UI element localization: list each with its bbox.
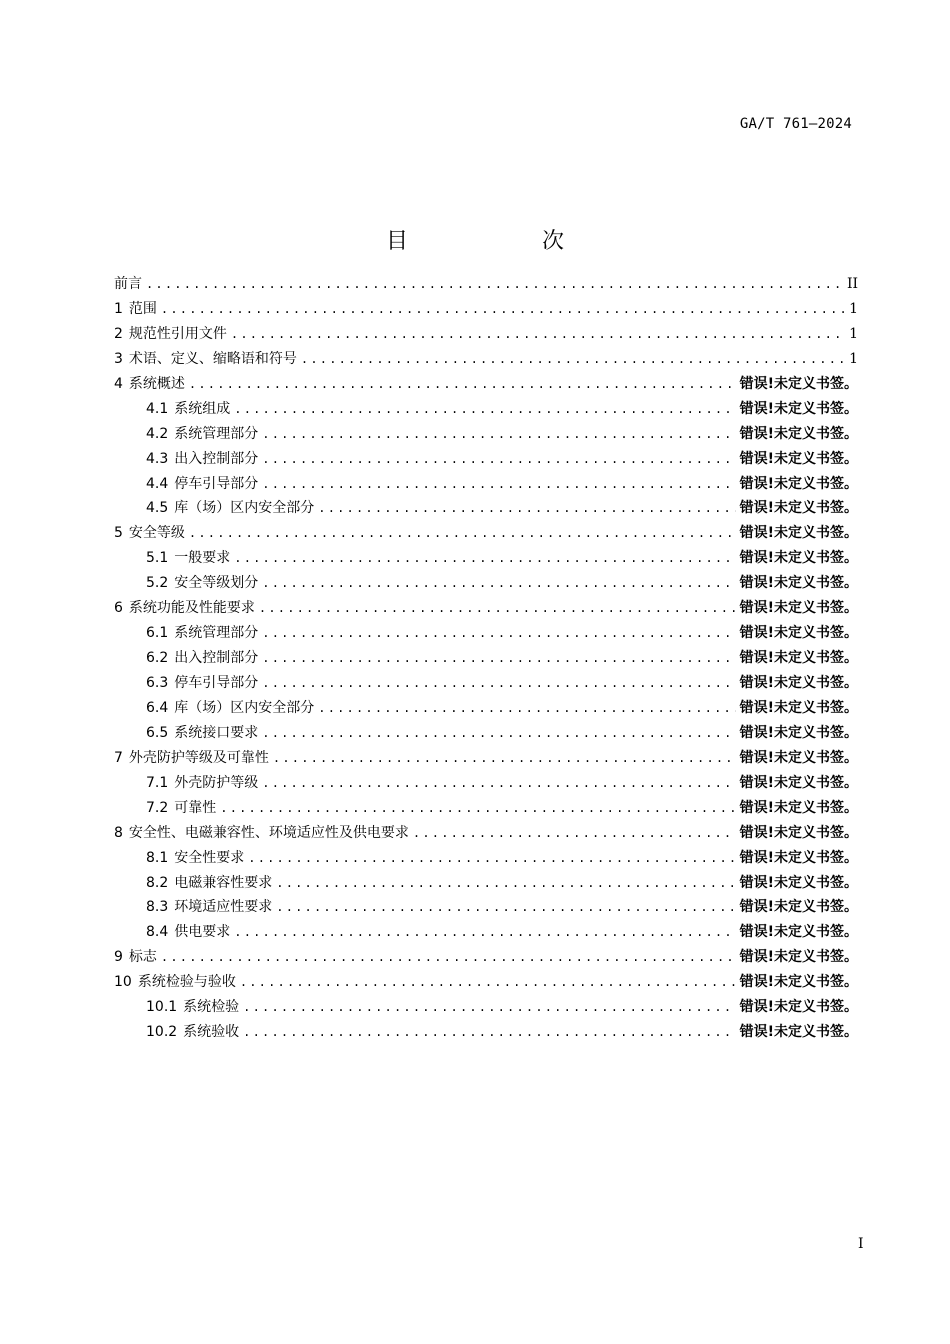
toc-entry-page: 错误!未定义书签。 [739,550,858,567]
toc-entry-number: 5 [114,525,123,542]
toc-entry-page: 错误!未定义书签。 [739,874,858,891]
toc-entry-page: 错误!未定义书签。 [739,724,858,741]
toc-dot-leader [231,322,845,347]
toc-entry-number: 10.2 [146,1024,178,1041]
toc-entry[interactable] [114,447,858,472]
toc-entry-number: 8.1 [146,849,169,866]
toc-entry-number: 6.1 [146,625,169,642]
toc-entry[interactable] [114,546,858,571]
toc-entry[interactable] [114,846,858,871]
toc-dot-leader [262,447,735,472]
toc-entry-label: 范围 [128,300,157,317]
toc-dot-leader [240,970,736,995]
toc-entry-number: 3 [114,350,123,367]
toc-entry-label: 库（场）区内安全部分 [174,699,315,716]
toc-dot-leader [262,422,735,447]
toc-title: 目 次 [385,229,620,254]
toc-entry-page: 错误!未定义书签。 [739,675,858,691]
toc-entry[interactable] [114,696,858,721]
toc-entry[interactable] [114,646,858,671]
toc-entry-label: 外壳防护等级 [174,774,259,791]
toc-entry[interactable] [114,521,858,546]
toc-dot-leader [262,571,735,596]
toc-entry-label: 库（场）区内安全部分 [174,500,315,517]
toc-dot-leader [243,1020,735,1045]
toc-dot-leader [262,646,735,671]
toc-dot-leader [318,696,735,721]
toc-entry[interactable] [114,995,858,1020]
toc-entry-number: 4.2 [146,425,169,442]
toc-entry-label: 术语、定义、缩略语和符号 [128,350,297,367]
toc-entry-page: 错误!未定义书签。 [739,1024,858,1041]
toc-entry[interactable] [114,322,858,347]
toc-entry-page: 1 [849,350,858,367]
toc-entry-page: 错误!未定义书签。 [739,425,858,442]
toc-entry-label: 一般要求 [174,550,231,567]
document-code: GA/T 761—2024 [739,116,852,132]
toc-entry[interactable] [114,920,858,945]
toc-entry-number: 6.5 [146,724,169,741]
toc-entry-label: 系统功能及性能要求 [128,600,255,617]
toc-entry[interactable] [114,596,858,621]
toc-dot-leader [273,746,736,771]
toc-entry-number: 6.3 [146,675,169,691]
toc-entry-label: 电磁兼容性要求 [174,874,273,891]
toc-entry-label: 出入控制部分 [174,650,259,667]
toc-dot-leader [189,372,736,397]
toc-entry[interactable] [114,871,858,896]
toc-dot-leader [276,895,735,920]
toc-entry-label: 安全等级 [128,525,185,542]
toc-entry-label: 前言 [114,276,142,292]
toc-dot-leader [243,995,735,1020]
toc-dot-leader [262,671,735,696]
toc-dot-leader [220,796,735,821]
toc-entry-number: 6 [114,600,123,617]
toc-dot-leader [318,496,735,521]
toc-dot-leader [248,846,735,871]
toc-entry-page: 错误!未定义书签。 [739,849,858,866]
toc-entry-page: II [846,276,858,292]
toc-entry-label: 环境适应性要求 [174,899,273,916]
toc-entry-page: 错误!未定义书签。 [739,949,858,966]
toc-entry-label: 停车引导部分 [174,675,259,691]
toc-entry-page: 错误!未定义书签。 [739,899,858,916]
toc-dot-leader [234,546,735,571]
toc-entry-number: 10.1 [146,999,178,1016]
toc-entry[interactable] [114,771,858,796]
toc-dot-leader [262,621,735,646]
toc-entry[interactable] [114,372,858,397]
toc-entry-number: 6.4 [146,699,169,716]
toc-entry-page: 错误!未定义书签。 [739,824,858,841]
toc-entry-page: 错误!未定义书签。 [739,999,858,1016]
toc-entry-page: 错误!未定义书签。 [739,475,858,492]
toc-entry-label: 系统组成 [174,400,231,417]
toc-entry-page: 错误!未定义书签。 [739,600,858,617]
toc-entry-number: 4.5 [146,500,169,517]
toc-dot-leader [146,272,843,297]
toc-dot-leader [189,521,736,546]
toc-entry[interactable] [114,746,858,771]
toc-dot-leader [262,472,735,497]
toc-dot-leader [262,721,735,746]
toc-entry-label: 系统接口要求 [174,724,259,741]
toc-entry-label: 系统管理部分 [174,425,259,442]
toc-entry-label: 安全性、电磁兼容性、环境适应性及供电要求 [128,824,409,841]
toc-entry[interactable] [114,472,858,497]
toc-entry-label: 供电要求 [174,924,231,941]
toc-entry-page: 错误!未定义书签。 [739,650,858,667]
toc-dot-leader [276,871,735,896]
table-of-contents [114,272,858,1045]
toc-entry-page: 1 [849,325,858,342]
toc-entry[interactable] [114,621,858,646]
toc-entry[interactable] [114,796,858,821]
toc-entry-number: 5.2 [146,575,169,592]
toc-entry-page: 1 [849,300,858,317]
toc-dot-leader [161,297,845,322]
toc-entry-number: 8.4 [146,924,169,941]
toc-entry-label: 安全等级划分 [174,575,259,592]
toc-entry[interactable] [114,821,858,846]
toc-entry[interactable] [114,496,858,521]
toc-entry-label: 系统管理部分 [174,625,259,642]
toc-entry-number: 7.2 [146,799,169,816]
toc-entry-number: 4.4 [146,475,169,492]
page-number: I [858,1236,864,1252]
toc-entry-number: 2 [114,325,123,342]
toc-entry[interactable] [114,297,858,322]
toc-entry[interactable] [114,895,858,920]
toc-entry-label: 标志 [128,949,157,966]
toc-entry[interactable] [114,571,858,596]
toc-entry-page: 错误!未定义书签。 [739,575,858,592]
toc-entry-label: 出入控制部分 [174,450,259,467]
toc-entry-page: 错误!未定义书签。 [739,924,858,941]
toc-entry-label: 安全性要求 [174,849,245,866]
toc-entry-label: 系统检验 [183,999,240,1016]
toc-entry[interactable] [114,721,858,746]
toc-entry[interactable] [114,970,858,995]
toc-entry-label: 系统概述 [128,375,185,392]
toc-entry-page: 错误!未定义书签。 [739,375,858,392]
toc-entry-label: 系统验收 [183,1024,240,1041]
toc-entry[interactable] [114,272,858,297]
toc-entry-label: 外壳防护等级及可靠性 [128,749,269,766]
toc-dot-leader [413,821,736,846]
toc-entry-number: 4 [114,375,123,392]
toc-entry-page: 错误!未定义书签。 [739,525,858,542]
toc-dot-leader [259,596,736,621]
toc-entry-number: 7 [114,749,123,766]
toc-entry-number: 4.1 [146,400,169,417]
toc-dot-leader [161,945,736,970]
toc-dot-leader [234,397,735,422]
toc-entry-number: 8 [114,824,123,841]
toc-entry-number: 10 [114,974,132,991]
toc-entry-label: 规范性引用文件 [128,325,227,342]
toc-dot-leader [234,920,735,945]
toc-entry[interactable] [114,945,858,970]
toc-dot-leader [262,771,735,796]
toc-entry-label: 可靠性 [174,799,217,816]
toc-entry-number: 5.1 [146,550,169,567]
toc-entry-page: 错误!未定义书签。 [739,974,858,991]
toc-entry-label: 系统检验与验收 [137,974,236,991]
toc-dot-leader [301,347,845,372]
toc-entry-page: 错误!未定义书签。 [739,699,858,716]
toc-entry-number: 1 [114,300,123,317]
toc-entry-number: 8.3 [146,899,169,916]
toc-entry-number: 7.1 [146,774,169,791]
toc-entry[interactable] [114,671,858,696]
toc-entry-number: 9 [114,949,123,966]
toc-entry[interactable] [114,422,858,447]
toc-entry-page: 错误!未定义书签。 [739,500,858,517]
toc-entry[interactable] [114,347,858,372]
toc-entry[interactable] [114,1020,858,1045]
toc-entry-number: 6.2 [146,650,169,667]
toc-entry-page: 错误!未定义书签。 [739,450,858,467]
toc-entry-page: 错误!未定义书签。 [739,749,858,766]
toc-entry[interactable] [114,397,858,422]
toc-entry-page: 错误!未定义书签。 [739,799,858,816]
toc-entry-page: 错误!未定义书签。 [739,400,858,417]
toc-entry-page: 错误!未定义书签。 [739,774,858,791]
toc-entry-number: 4.3 [146,450,169,467]
toc-entry-label: 停车引导部分 [174,475,259,492]
toc-entry-page: 错误!未定义书签。 [739,625,858,642]
toc-entry-number: 8.2 [146,874,169,891]
